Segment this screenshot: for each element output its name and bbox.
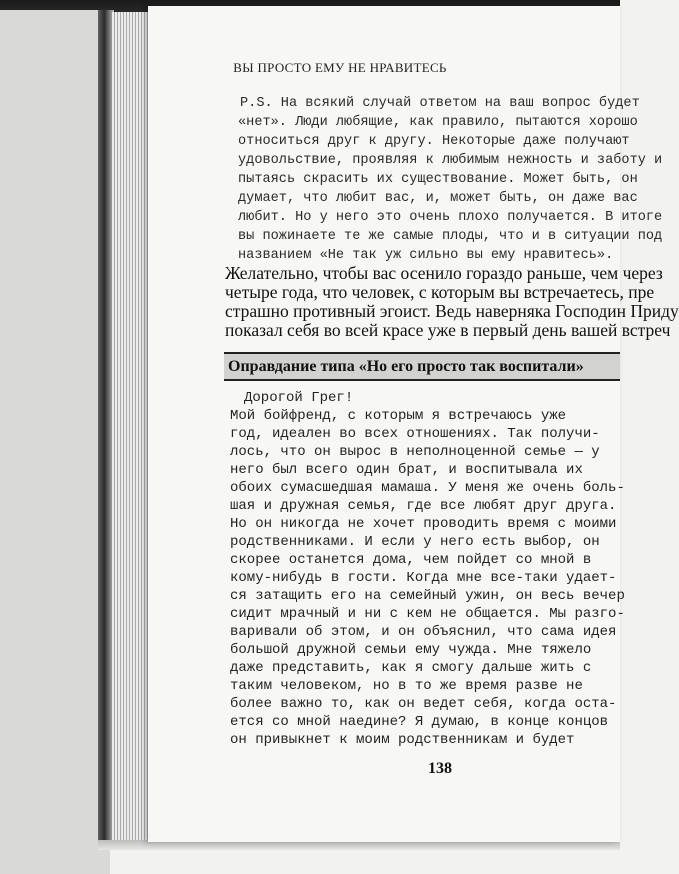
ps-line: вы пожинаете те же самые плоды, что и в ситуации под xyxy=(238,229,663,244)
letter-line: шая и дружная семья, где все любят друг друга. xyxy=(230,498,617,514)
letter-line: кому-нибудь в гости. Когда мне все-таки удает- xyxy=(230,570,617,586)
ps-line: любит. Но у него это очень плохо получается. В итоге xyxy=(238,210,663,225)
page-edges xyxy=(112,12,152,840)
letter-line: Но он никогда не хочет проводить время с моими xyxy=(230,516,617,532)
page-number: 138 xyxy=(428,760,452,777)
letter-line: таким человеком, но в то же время разве не xyxy=(230,678,583,694)
body-line: показал себя во всей красе уже в первый день вашей встреч xyxy=(225,320,671,340)
letter-line: он привыкнет к моим родственникам и будет xyxy=(230,732,575,748)
body-line: страшно противный эгоист. Ведь наверняка Господин Приду xyxy=(225,301,679,321)
ps-line: думает, что любит вас, и, может быть, он даже вас xyxy=(238,191,638,206)
letter-line: варивали об этом, и он объяснил, что сама идея xyxy=(230,624,617,640)
body-paragraph xyxy=(225,262,679,352)
ps-block xyxy=(238,93,663,263)
letter-line: обоих сумасшедшая мамаша. У меня же очень боль- xyxy=(230,480,625,496)
letter-line: год, идеален во всех отношениях. Так получи- xyxy=(230,426,600,442)
scan-background xyxy=(0,10,110,874)
letter-line: него был всего один брат, и воспитывала их xyxy=(230,462,583,478)
letter-line: сидит мрачный и ни с кем не общается. Мы разго- xyxy=(230,606,625,622)
ps-line: «нет». Люди любящие, как правило, пытаются хорошо xyxy=(238,115,638,130)
body-line: Желательно, чтобы вас осенило гораздо раньше, чем через xyxy=(225,263,663,283)
letter-line: Мой бойфренд, с которым я встречаюсь уже xyxy=(230,408,567,424)
letter-line: даже представить, как я смогу дальше жить с xyxy=(230,660,592,676)
ps-line: P.S. На всякий случай ответом на ваш вопрос будет xyxy=(240,96,640,111)
letter-line: лось, что он вырос в неполноценной семье — у xyxy=(230,444,600,460)
letter-line: ется со мной наедине? Я думаю, в конце концов xyxy=(230,714,609,730)
ps-line: удовольствие, проявляя к любимым нежность и заботу и xyxy=(238,153,663,168)
ps-line: пытаясь скрасить их существование. Может быть, он xyxy=(238,172,638,187)
ps-line: названием «Не так уж сильно вы ему нравитесь». xyxy=(238,248,614,263)
ps-line: относиться друг к другу. Некоторые даже получают xyxy=(238,134,630,149)
body-line: четыре года, что человек, с которым вы встречаетесь, пре xyxy=(225,282,655,302)
letter-line: скорее останется дома, чем пойдет со мной в xyxy=(230,552,592,568)
section-title: Оправдание типа «Но его просто так воспитали» xyxy=(228,358,584,375)
letter-line: ся затащить его на семейный ужин, он весь вечер xyxy=(230,588,625,604)
letter-block xyxy=(230,388,625,748)
section-heading-bar xyxy=(224,352,620,381)
running-header: ВЫ ПРОСТО ЕМУ НЕ НРАВИТЕСЬ xyxy=(233,60,447,75)
letter-salutation: Дорогой Грег! xyxy=(244,390,354,406)
letter-line: более важно то, как он ведет себя, когда оста- xyxy=(230,696,617,712)
letter-line: большой дружной семьи ему чужда. Мне тяжело xyxy=(230,642,592,658)
letter-line: родственниками. И если у него есть выбор, он xyxy=(230,534,600,550)
